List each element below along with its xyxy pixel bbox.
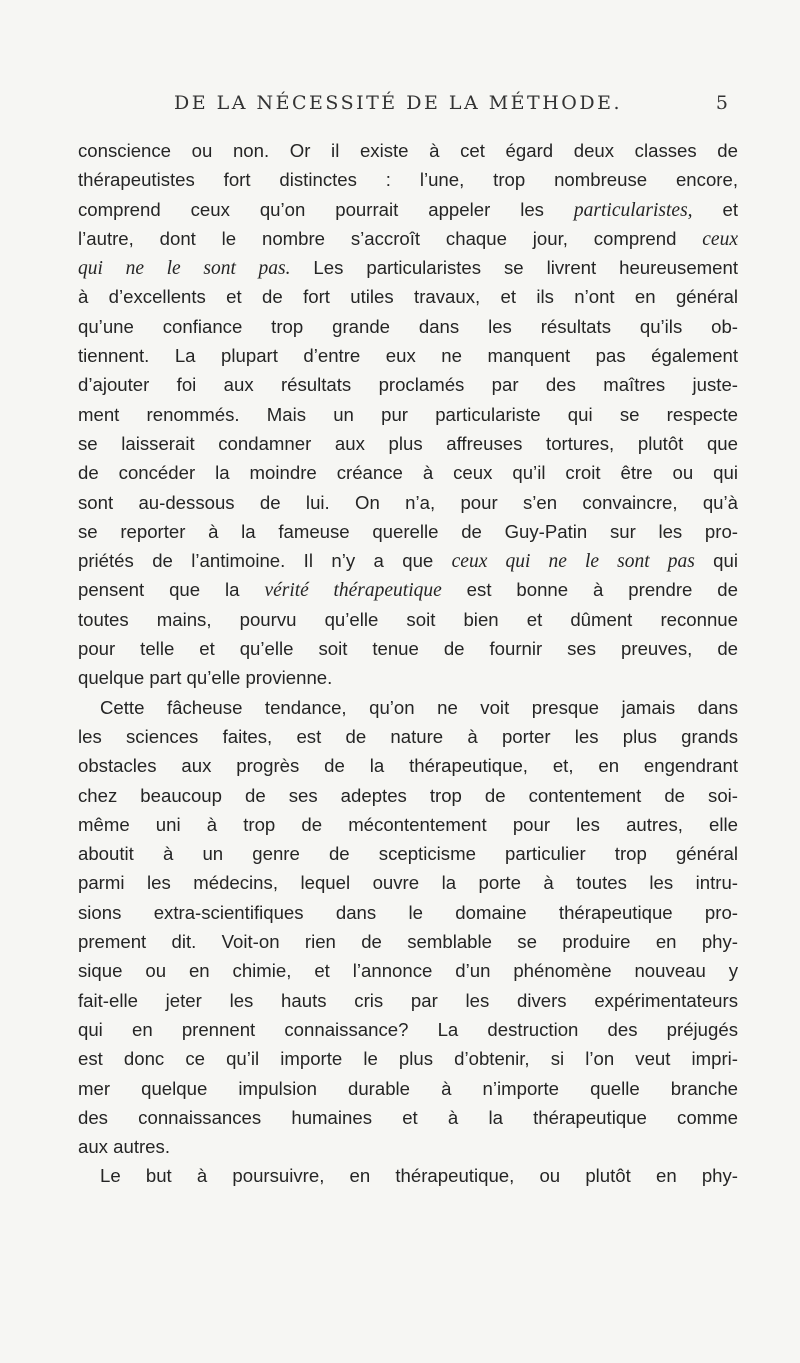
text-run: les sciences faites, est de nature à porter les plus grands bbox=[78, 725, 738, 747]
italic-text: ceux qui ne le sont pas bbox=[451, 551, 695, 573]
text-line bbox=[78, 312, 738, 341]
text-line bbox=[78, 839, 738, 868]
text-run: sont au-dessous de lui. On n’a, pour s’en convaincre, qu’à bbox=[78, 491, 738, 513]
text-line bbox=[78, 195, 738, 224]
text-run: toutes mains, pourvu qu’elle soit bien et dûment reconnue bbox=[78, 608, 738, 630]
text-line bbox=[78, 781, 738, 810]
text-line bbox=[78, 546, 738, 575]
text-run: à d’excellents et de fort utiles travaux, et ils n’ont en général bbox=[78, 286, 738, 308]
text-line bbox=[78, 898, 738, 927]
text-line bbox=[78, 1044, 738, 1073]
running-head bbox=[78, 92, 738, 120]
text-run: se laisserait condamner aux plus affreuses tortures, plutôt que bbox=[78, 432, 738, 454]
text-run: est donc ce qu’il importe le plus d’obtenir, si l’on veut impri- bbox=[78, 1048, 738, 1070]
text-line bbox=[78, 751, 738, 780]
text-run: quelque part qu’elle provienne. bbox=[78, 667, 333, 689]
text-run: l’autre, dont le nombre s’accroît chaque jour, comprend bbox=[78, 227, 703, 249]
text-run: comprend ceux qu’on pourrait appeler les bbox=[78, 198, 574, 220]
italic-text: ceux bbox=[702, 228, 738, 250]
text-line bbox=[78, 165, 738, 194]
text-line bbox=[78, 956, 738, 985]
text-run: est bonne à prendre de bbox=[441, 579, 738, 601]
text-run: aboutit à un genre de scepticisme particulier trop général bbox=[78, 843, 738, 865]
text-run: d’ajouter foi aux résultats proclamés par des maîtres juste- bbox=[78, 374, 738, 396]
text-run: mer quelque impulsion durable à n’importe quelle branche bbox=[78, 1077, 738, 1099]
text-line bbox=[78, 693, 738, 722]
text-run: fait-elle jeter les hauts cris par les divers expérimentateurs bbox=[78, 989, 738, 1011]
text-line bbox=[78, 488, 738, 517]
text-line bbox=[78, 517, 738, 546]
text-line bbox=[78, 429, 738, 458]
italic-text: vérité thérapeutique bbox=[264, 580, 442, 602]
text-run: pour telle et qu’elle soit tenue de fournir ses preuves, de bbox=[78, 638, 738, 660]
text-line bbox=[78, 605, 738, 634]
italic-text: particularistes, bbox=[573, 199, 693, 221]
text-run: et bbox=[692, 198, 738, 220]
text-run: chez beaucoup de ses adeptes trop de contentement de soi- bbox=[78, 784, 738, 806]
text-line bbox=[78, 634, 738, 663]
text-run: tiennent. La plupart d’entre eux ne manquent pas également bbox=[78, 345, 738, 367]
text-run: Le but à poursuivre, en thérapeutique, ou plutôt en phy- bbox=[100, 1165, 738, 1187]
running-title: DE LA NÉCESSITÉ DE LA MÉTHODE. bbox=[174, 92, 623, 114]
text-line bbox=[78, 868, 738, 897]
text-line bbox=[78, 370, 738, 399]
text-line bbox=[78, 722, 738, 751]
italic-text: qui ne le sont pas. bbox=[78, 258, 291, 280]
text-line bbox=[78, 1103, 738, 1132]
text-run: même uni à trop de mécontentement pour les autres, elle bbox=[78, 813, 738, 835]
text-line bbox=[78, 986, 738, 1015]
text-line bbox=[78, 458, 738, 487]
text-line bbox=[78, 1161, 738, 1190]
text-run: thérapeutistes fort distinctes : l’une, trop nombreuse encore, bbox=[78, 169, 738, 191]
text-line bbox=[78, 400, 738, 429]
text-line bbox=[78, 810, 738, 839]
text-run: Cette fâcheuse tendance, qu’on ne voit presque jamais dans bbox=[100, 696, 738, 718]
text-run: priétés de l’antimoine. Il n’y a que bbox=[78, 550, 452, 572]
text-line bbox=[78, 136, 738, 165]
page-number: 5 bbox=[715, 92, 728, 114]
text-line bbox=[78, 1074, 738, 1103]
text-run: sions extra-scientifiques dans le domaine thérapeutique pro- bbox=[78, 901, 738, 923]
text-run: conscience ou non. Or il existe à cet égard deux classes de bbox=[78, 140, 738, 161]
text-line bbox=[78, 575, 738, 604]
text-line bbox=[78, 282, 738, 311]
text-run: de concéder la moindre créance à ceux qu’il croit être ou qui bbox=[78, 462, 738, 484]
text-run: ment renommés. Mais un pur particulariste qui se respecte bbox=[78, 403, 738, 425]
text-line bbox=[78, 224, 738, 253]
text-run: Les particularistes se livrent heureusement bbox=[290, 257, 738, 279]
text-run: se reporter à la fameuse querelle de Guy-Patin sur les pro- bbox=[78, 520, 738, 542]
text-line bbox=[78, 341, 738, 370]
text-run: pensent que la bbox=[78, 579, 265, 601]
text-line bbox=[78, 1132, 738, 1161]
text-run: des connaissances humaines et à la thérapeutique comme bbox=[78, 1106, 738, 1128]
text-line bbox=[78, 927, 738, 956]
book-page bbox=[78, 0, 738, 1363]
text-line bbox=[78, 1015, 738, 1044]
text-run: qu’une confiance trop grande dans les résultats qu’ils ob- bbox=[78, 315, 738, 337]
text-run: prement dit. Voit-on rien de semblable se produire en phy- bbox=[78, 931, 738, 953]
text-run: qui en prennent connaissance? La destruction des préjugés bbox=[78, 1018, 738, 1040]
text-run: aux autres. bbox=[78, 1136, 170, 1158]
text-run: obstacles aux progrès de la thérapeutique, et, en engendrant bbox=[78, 755, 738, 777]
text-run: sique ou en chimie, et l’annonce d’un phénomène nouveau y bbox=[78, 960, 738, 982]
text-line bbox=[78, 253, 738, 282]
text-line bbox=[78, 663, 738, 692]
body-text bbox=[78, 136, 738, 1191]
text-run: parmi les médecins, lequel ouvre la porte à toutes les intru- bbox=[78, 872, 738, 894]
text-run: qui bbox=[694, 550, 738, 572]
